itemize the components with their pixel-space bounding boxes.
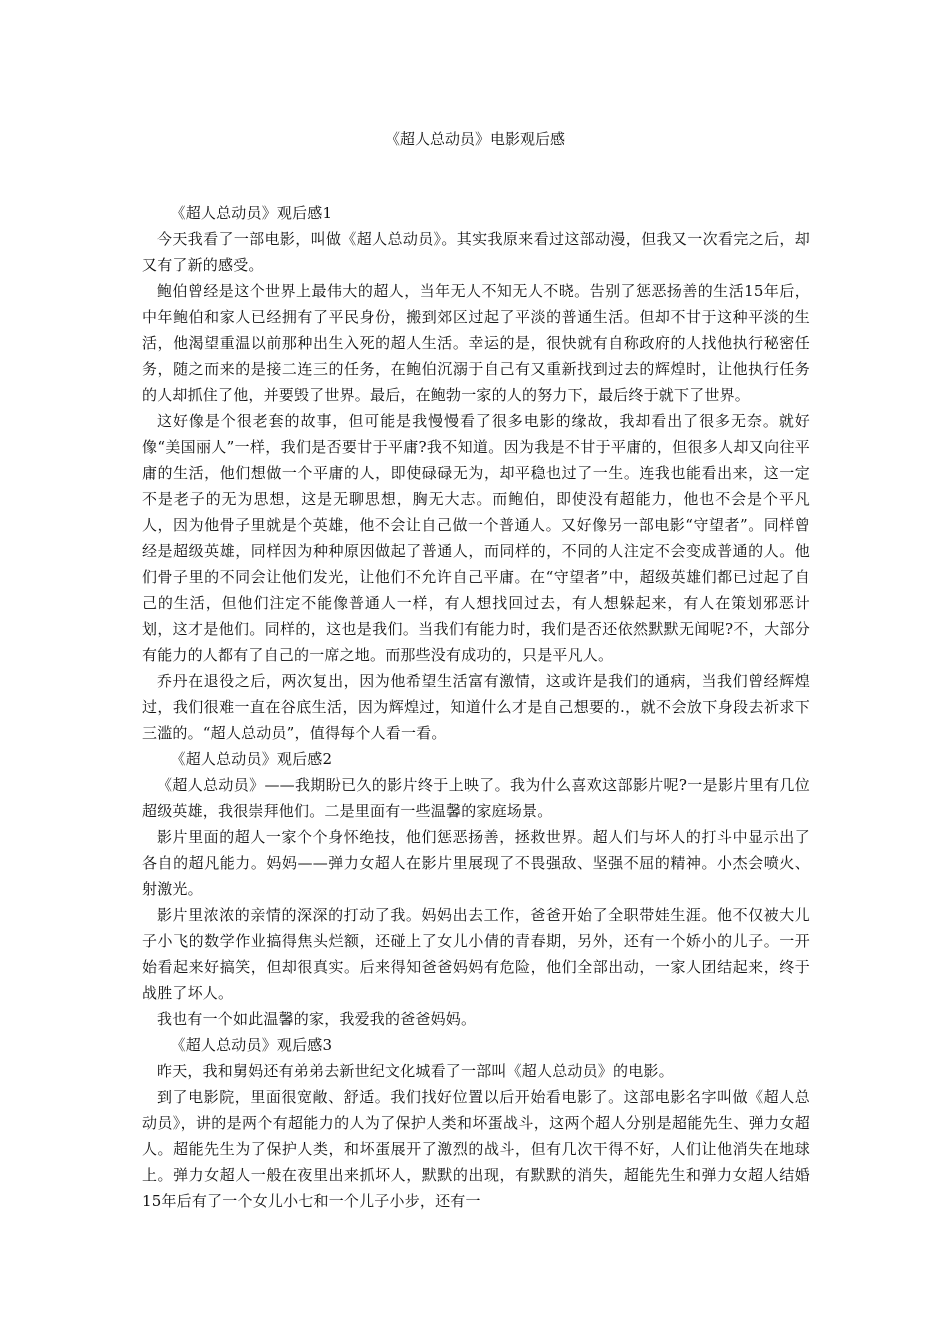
body-paragraph: 今天我看了一部电影，叫做《超人总动员》。其实我原来看过这部动漫，但我又一次看完之后，却又有了新的感受。 (142, 230, 810, 274)
section-heading: 《超人总动员》观后感2 (170, 750, 333, 768)
body-paragraph: 鲍伯曾经是这个世界上最伟大的超人，当年无人不知无人不晓。告别了惩恶扬善的生活15年后，中年鲍伯和家人已经拥有了平民身份，搬到郊区过起了平淡的普通生活。但却不甘于这种平淡的生活，他渴望重温以前那种出生入死的超人生活。幸运的是，很快就有自称政府的人找他执行秘密任务，随之而来的是接二连三的任务，在鲍伯沉溺于自己有又重新找到过去的辉煌时，让他执行任务的人却抓住了他，并要毁了世界。最后，在鲍勃一家的人的努力下，最后终于就下了世界。 (142, 282, 810, 404)
document-body (142, 200, 810, 1214)
body-paragraph: 我也有一个如此温馨的家，我爱我的爸爸妈妈。 (157, 1010, 477, 1028)
body-paragraph: 影片里面的超人一家个个身怀绝技，他们惩恶扬善，拯救世界。超人们与坏人的打斗中显示出了各自的超凡能力。妈妈——弹力女超人在影片里展现了不畏强敌、坚强不屈的精神。小杰会喷火、射激光。 (142, 828, 810, 898)
body-paragraph: 到了电影院，里面很宽敞、舒适。我们找好位置以后开始看电影了。这部电影名字叫做《超人总动员》，讲的是两个有超能力的人为了保护人类和坏蛋战斗，这两个超人分别是超能先生、弹力女超人。超能先生为了保护人类，和坏蛋展开了激烈的战斗，但有几次干得不好，人们让他消失在地球上。弹力女超人一般在夜里出来抓坏人，默默的出现，有默默的消失，超能先生和弹力女超人结婚15年后有了一个女儿小七和一个儿子小步，还有一 (142, 1088, 810, 1210)
body-paragraph: 乔丹在退役之后，两次复出，因为他希望生活富有激情，这或许是我们的通病，当我们曾经辉煌过，我们很难一直在谷底生活，因为辉煌过，知道什么才是自己想要的.，就不会放下身段去祈求下三滥的。“超人总动员”，值得每个人看一看。 (142, 672, 810, 742)
body-paragraph: 昨天，我和舅妈还有弟弟去新世纪文化城看了一部叫《超人总动员》的电影。 (157, 1062, 674, 1080)
section-heading: 《超人总动员》观后感3 (170, 1036, 333, 1054)
body-paragraph: 这好像是个很老套的故事，但可能是我慢慢看了很多电影的缘故，我却看出了很多无奈。就好像“美国丽人”一样，我们是否要甘于平庸?我不知道。因为我是不甘于平庸的，但很多人却又向往平庸的生活，他们想做一个平庸的人，即使碌碌无为，却平稳也过了一生。连我也能看出来，这一定不是老子的无为思想，这是无聊思想，胸无大志。而鲍伯，即使没有超能力，他也不会是个平凡人，因为他骨子里就是个英雄，他不会让自己做一个普通人。又好像另一部电影“守望者”。同样曾经是超级英雄，同样因为种种原因做起了普通人，而同样的，不同的人注定不会变成普通的人。他们骨子里的不同会让他们发光，让他们不允许自己平庸。在“守望者”中，超级英雄们都已过起了自己的生活，但他们注定不能像普通人一样，有人想找回过去，有人想躲起来，有人在策划邪恶计划，这才是他们。同样的，这也是我们。当我们有能力时，我们是否还依然默默无闻呢?不，大部分有能力的人都有了自己的一席之地。而那些没有成功的，只是平凡人。 (142, 412, 810, 664)
body-paragraph: 影片里浓浓的亲情的深深的打动了我。妈妈出去工作，爸爸开始了全职带娃生涯。他不仅被大儿子小飞的数学作业搞得焦头烂额，还碰上了女儿小倩的青春期，另外，还有一个娇小的儿子。一开始看起来好搞笑，但却很真实。后来得知爸爸妈妈有危险，他们全部出动，一家人团结起来，终于战胜了坏人。 (142, 906, 810, 1002)
document-title: 《超人总动员》电影观后感 (384, 130, 565, 148)
section-heading: 《超人总动员》观后感1 (170, 204, 333, 222)
body-paragraph: 《超人总动员》——我期盼已久的影片终于上映了。我为什么喜欢这部影片呢?一是影片里有几位超级英雄，我很崇拜他们。二是里面有一些温馨的家庭场景。 (142, 776, 810, 820)
